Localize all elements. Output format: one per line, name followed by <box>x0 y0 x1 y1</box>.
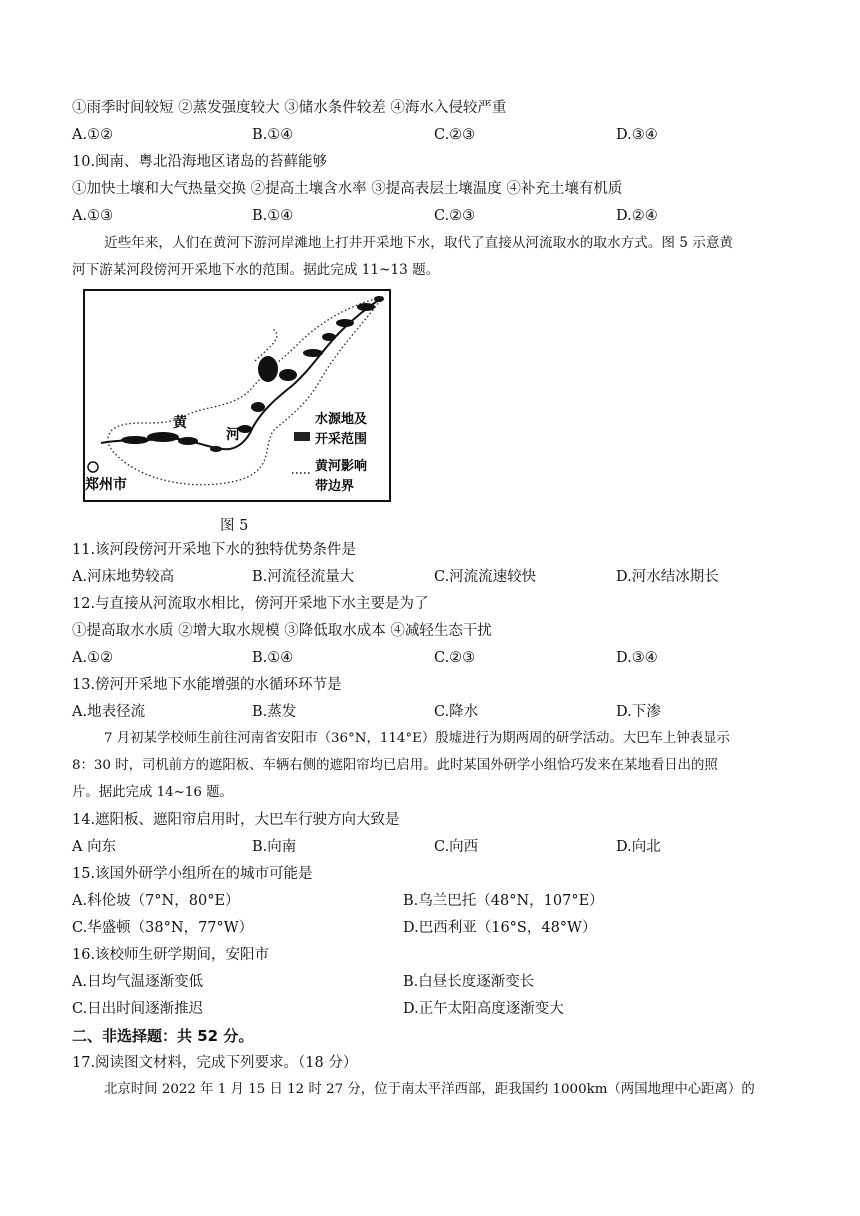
q14-option-d: D.向北 <box>616 839 661 855</box>
city-label-zhengzhou: 郑州市 <box>85 477 127 493</box>
q16-option-d: D.正午太阳高度逐渐变大 <box>403 1001 564 1017</box>
q14-option-a: A 向东 <box>72 839 117 855</box>
q12-option-d: D.③④ <box>616 650 658 666</box>
section-heading-nonchoice: 二、非选择题：共 52 分。 <box>72 1027 254 1045</box>
passage-14-16-line1: 7 月初某学校师生前往河南省安阳市（36°N，114°E）殷墟进行为期两周的研学活动。大巴车上钟表显示 <box>104 731 730 746</box>
q10-statements: ①加快土壤和大气热量交换 ②提高土壤含水率 ③提高表层土壤温度 ④补充土壤有机质 <box>72 181 623 197</box>
q10-option-a: A.①③ <box>72 208 114 224</box>
q12-option-b: B.①④ <box>252 650 294 666</box>
passage-14-16-line2: 8：30 时，司机前方的遮阳板、车辆右侧的遮阳帘均已启用。此时某国外研学小组恰巧发来在某地看日出的照 <box>72 758 718 773</box>
q14-option-b: B.向南 <box>252 839 297 855</box>
q16-option-b: B.白昼长度逐渐变长 <box>403 974 535 990</box>
q14-option-c: C.向西 <box>434 839 479 855</box>
q11-option-d: D.河水结冰期长 <box>616 569 719 585</box>
passage-14-16-line3: 片。据此完成 14~16 题。 <box>72 785 233 800</box>
q15-stem: 15.该国外研学小组所在的城市可能是 <box>72 866 313 882</box>
q15-option-d: D.巴西利亚（16°S，48°W） <box>403 920 597 936</box>
q11-option-b: B.河流径流量大 <box>252 569 355 585</box>
q17-stem: 17.阅读图文材料，完成下列要求。（18 分） <box>72 1055 358 1071</box>
legend-boundary-label-2: 带边界 <box>315 479 355 494</box>
q10-option-d: D.②④ <box>616 208 658 224</box>
q10-option-b: B.①④ <box>252 208 294 224</box>
legend-extraction-label-1: 水源地及 <box>315 412 368 427</box>
q10-stem: 10.闽南、粤北沿海地区诸岛的苔藓能够 <box>72 154 328 170</box>
q16-option-c: C.日出时间逐渐推迟 <box>72 1001 204 1017</box>
q11-option-a: A.河床地势较高 <box>72 569 175 585</box>
q11-stem: 11.该河段傍河开采地下水的独特优势条件是 <box>72 542 357 558</box>
q15-option-b: B.乌兰巴托（48°N，107°E） <box>403 893 604 909</box>
q11-option-c: C.河流流速较快 <box>434 569 537 585</box>
q17-passage-line1: 北京时间 2022 年 1 月 15 日 12 时 27 分，位于南太平洋西部，距我国约 1000km（两国地理中心距离）的 <box>104 1082 755 1097</box>
q12-stem: 12.与直接从河流取水相比，傍河开采地下水主要是为了 <box>72 596 429 612</box>
q13-option-d: D.下渗 <box>616 704 661 720</box>
legend-extraction-swatch <box>294 432 310 441</box>
q13-option-c: C.降水 <box>434 704 479 720</box>
passage-11-13-line2: 河下游某河段傍河开采地下水的范围。据此完成 11~13 题。 <box>72 262 440 278</box>
q13-option-b: B.蒸发 <box>252 704 297 720</box>
river-label-he: 河 <box>226 427 240 443</box>
passage-11-13-line1: 近些年来，人们在黄河下游河岸滩地上打井开采地下水，取代了直接从河流取水的取水方式。图 5 示意黄 <box>104 235 734 251</box>
q13-stem: 13.傍河开采地下水能增强的水循环环节是 <box>72 677 342 693</box>
legend-boundary-label-1: 黄河影响 <box>315 459 368 474</box>
q15-option-a: A.科伦坡（7°N，80°E） <box>72 893 240 909</box>
legend-extraction-label-2: 开采范围 <box>315 432 368 447</box>
q15-option-c: C.华盛顿（38°N，77°W） <box>72 920 254 936</box>
q16-option-a: A.日均气温逐渐变低 <box>72 974 204 990</box>
river-label-huang: 黄 <box>173 415 187 431</box>
q14-stem: 14.遮阳板、遮阳帘启用时，大巴车行驶方向大致是 <box>72 812 400 828</box>
q13-option-a: A.地表径流 <box>72 704 146 720</box>
figure-5-map <box>83 289 391 502</box>
q9-statements: ①雨季时间较短 ②蒸发强度较大 ③储水条件较差 ④海水入侵较严重 <box>72 100 507 116</box>
q12-option-c: C.②③ <box>434 650 476 666</box>
figure-caption: 图 5 <box>220 518 249 534</box>
q12-option-a: A.①② <box>72 650 114 666</box>
q9-option-a: A.①② <box>72 127 114 143</box>
q9-option-d: D.③④ <box>616 127 658 143</box>
q9-option-c: C.②③ <box>434 127 476 143</box>
q9-option-b: B.①④ <box>252 127 294 143</box>
q10-option-c: C.②③ <box>434 208 476 224</box>
q12-statements: ①提高取水水质 ②增大取水规模 ③降低取水成本 ④减轻生态干扰 <box>72 623 492 639</box>
zhengzhou-city-marker <box>88 462 98 472</box>
q16-stem: 16.该校师生研学期间，安阳市 <box>72 947 270 963</box>
